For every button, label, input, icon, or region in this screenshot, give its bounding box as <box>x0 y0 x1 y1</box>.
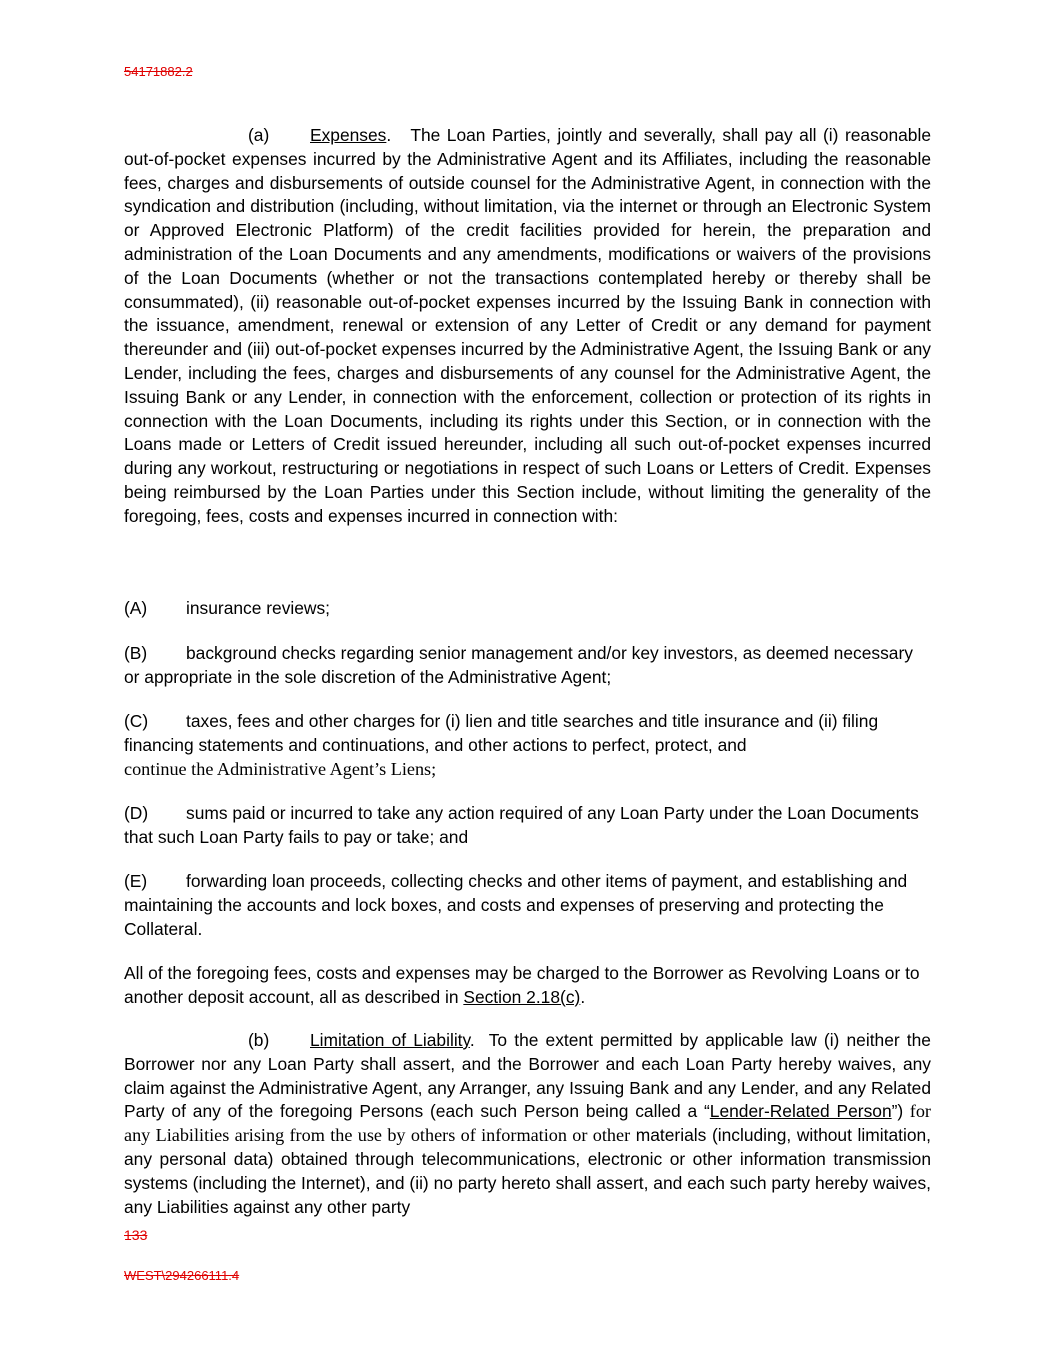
closing-text: All of the foregoing fees, costs and expenses may be charged to the Borrower as Revolving Loans or to another deposit account, all as described in <box>124 963 920 1007</box>
section-link[interactable]: Section 2.18(c) <box>463 986 581 1007</box>
section-a-paragraph <box>124 124 931 529</box>
list-text-serif: continue the Administrative Agent’s Liens; <box>124 758 437 779</box>
list-letter: (B) <box>124 643 148 663</box>
list-item <box>124 802 931 850</box>
list-text: sums paid or incurred to take any action required of any Loan Party under the Loan Documents that such Loan Party fails to pay or take; and <box>124 803 919 847</box>
section-b-text1: To the extent permitted by applicable law (i) neither the Borrower nor any Loan Party shall assert, and the Borrower and each Loan Party hereby waives, any claim against the Administrative Agent, any Arranger, any Issuing Bank and any Lender, and any Related Party of any of the foregoing Persons (each such Person being called a “ <box>124 1030 931 1122</box>
list-text: background checks regarding senior management and/or key investors, as deemed necessary or appropriate in the sole discretion of the Administrative Agent; <box>124 643 913 687</box>
list-letter: (E) <box>124 871 148 891</box>
list-text: taxes, fees and other charges for (i) lien and title searches and title insurance and (ii) filing financing statements and continuations, and other actions to perfect, protect, and <box>124 711 879 755</box>
list-letter: (D) <box>124 803 149 823</box>
list-text: forwarding loan proceeds, collecting checks and other items of payment, and establishing and maintaining the accounts and lock boxes, and costs and expenses of preserving and protecting the Collateral. <box>124 871 908 939</box>
header-doc-number: 54171882.2 <box>124 64 193 79</box>
list-letter: (A) <box>124 598 148 618</box>
section-a-text: The Loan Parties, jointly and severally, shall pay all (i) reasonable out-of-pocket expenses incurred by the Administrative Agent and its Affiliates, including the reasonable fees, charges and disbursements of outside counsel for the Administrative Agent, in connection with the syndication and distribution (including, without limitation, via the internet or through an Electronic System or Approved Electronic Platform) of the credit facilities provided for herein, the preparation and administration of the Loan Documents and any amendments, modifications or waivers of the provisions of the Loan Documents (whether or not the transactions contemplated hereby or thereby shall be consummated), (ii) reasonable out-of-pocket expenses incurred by the Issuing Bank in connection with the issuance, amendment, renewal or extension of any Letter of Credit or any demand for payment thereunder and (iii) out-of-pocket expenses incurred by the Administrative Agent, the Issuing Bank or any Lender, including the fees, charges and disbursements of any counsel for the Administrative Agent, the Issuing Bank or any Lender, in connection with the enforcement, collection or protection of its rights in connection with the Loan Documents, including its rights under this Section, or in connection with the Loans made or Letters of Credit issued hereunder, including all such out-of-pocket expenses incurred during any workout, restructuring or negotiations in respect of such Loans or Letters of Credit. Expenses being reimbursed by the Loan Parties under this Section include, without limiting the generality of the foregoing, fees, costs and expenses incurred in connection with: <box>124 125 931 526</box>
list-item <box>124 642 931 690</box>
section-b-paragraph <box>124 1029 931 1219</box>
section-b-text2: ”) <box>891 1101 904 1122</box>
section-a-label: (a) <box>248 125 270 145</box>
list-item <box>124 870 931 941</box>
list-item <box>124 710 931 781</box>
section-b-text3: materials (including, without limitation, any personal data) obtained through telecommunications, electronic or other information transmission systems (including the Internet), and (ii) no party hereto shall assert, and each such party hereby waives, any Liabilities against any other party <box>124 1125 931 1217</box>
section-b-text-serif: for any Liabilities arising from the use by others of information or other <box>124 1101 931 1146</box>
section-a-heading-punct: . <box>386 125 392 145</box>
footer-doc-path: WEST\294266111.4 <box>124 1268 240 1283</box>
defined-term: Lender-Related Person <box>709 1101 892 1122</box>
page-number: 133 <box>124 1227 148 1243</box>
section-b-heading-punct: . <box>469 1030 475 1050</box>
section-b-heading: Limitation of Liability <box>310 1030 470 1050</box>
section-b-label: (b) <box>248 1030 270 1050</box>
section-a-heading: Expenses <box>310 125 387 145</box>
list-item <box>124 597 931 621</box>
closing-paragraph <box>124 962 931 1010</box>
closing-end: . <box>580 986 586 1007</box>
list-letter: (C) <box>124 711 149 731</box>
list-text: insurance reviews; <box>186 598 331 618</box>
